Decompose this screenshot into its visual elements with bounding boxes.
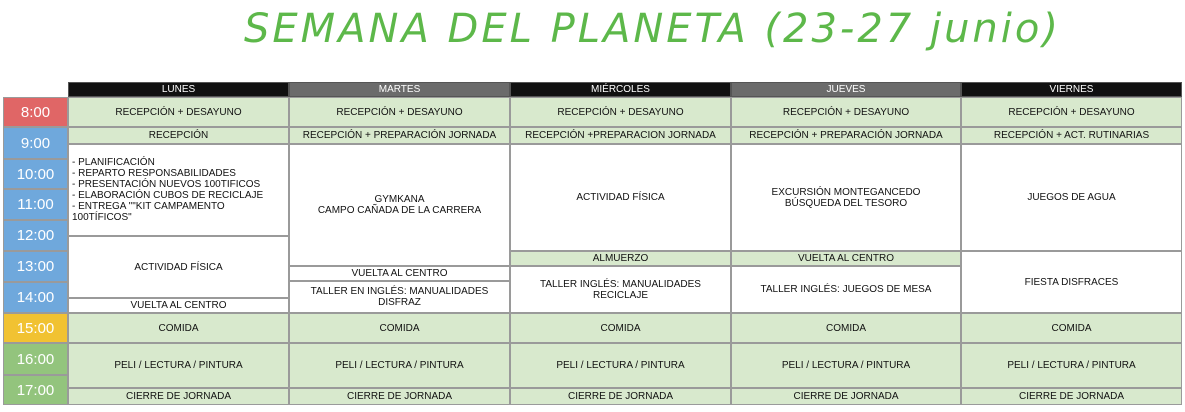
lunes-cierre: CIERRE DE JORNADA xyxy=(68,388,289,405)
viernes-cierre: CIERRE DE JORNADA xyxy=(961,388,1182,405)
page-title xyxy=(0,6,1185,52)
lunes-actividad-fisica: ACTIVIDAD FÍSICA xyxy=(68,236,289,298)
martes-gymkana: GYMKANA CAMPO CAÑADA DE LA CARRERA xyxy=(289,144,510,266)
martes-taller: TALLER EN INGLÉS: MANUALIDADES DISFRAZ xyxy=(289,281,510,313)
viernes-recepcion: RECEPCIÓN + ACT. RUTINARIAS xyxy=(961,127,1182,144)
martes-comida: COMIDA xyxy=(289,313,510,343)
miercoles-recepcion-desayuno: RECEPCIÓN + DESAYUNO xyxy=(510,97,731,127)
miercoles-peli: PELI / LECTURA / PINTURA xyxy=(510,343,731,388)
jueves-recepcion-desayuno: RECEPCIÓN + DESAYUNO xyxy=(731,97,961,127)
time-8: 8:00 xyxy=(3,97,68,127)
time-15: 15:00 xyxy=(3,313,68,343)
header-martes: MARTES xyxy=(289,82,510,97)
viernes-comida: COMIDA xyxy=(961,313,1182,343)
time-13: 13:00 xyxy=(3,251,68,282)
miercoles-taller: TALLER INGLÉS: MANUALIDADES RECICLAJE xyxy=(510,266,731,313)
header-viernes: VIERNES xyxy=(961,82,1182,97)
jueves-vuelta-centro: VUELTA AL CENTRO xyxy=(731,251,961,266)
time-16: 16:00 xyxy=(3,343,68,375)
jueves-cierre: CIERRE DE JORNADA xyxy=(731,388,961,405)
jueves-excursion: EXCURSIÓN MONTEGANCEDO BÚSQUEDA DEL TESORO xyxy=(731,144,961,251)
martes-peli: PELI / LECTURA / PINTURA xyxy=(289,343,510,388)
time-9: 9:00 xyxy=(3,127,68,159)
jueves-taller: TALLER INGLÉS: JUEGOS DE MESA xyxy=(731,266,961,313)
lunes-vuelta-centro: VUELTA AL CENTRO xyxy=(68,298,289,313)
jueves-recepcion: RECEPCIÓN + PREPARACIÓN JORNADA xyxy=(731,127,961,144)
martes-vuelta-centro: VUELTA AL CENTRO xyxy=(289,266,510,281)
time-17: 17:00 xyxy=(3,375,68,405)
martes-recepcion: RECEPCIÓN + PREPARACIÓN JORNADA xyxy=(289,127,510,144)
miercoles-recepcion: RECEPCIÓN +PREPARACION JORNADA xyxy=(510,127,731,144)
lunes-planificacion-block: - PLANIFICACIÓN - REPARTO RESPONSABILIDADES - PRESENTACIÓN NUEVOS 100TIFICOS - ELABORACIÓN CUBOS DE RECICLAJE - ENTREGA ""KIT CAMPAMENTO 100TÍFICOS" xyxy=(68,144,289,236)
viernes-fiesta-disfraces: FIESTA DISFRACES xyxy=(961,251,1182,313)
viernes-peli: PELI / LECTURA / PINTURA xyxy=(961,343,1182,388)
martes-cierre: CIERRE DE JORNADA xyxy=(289,388,510,405)
viernes-recepcion-desayuno: RECEPCIÓN + DESAYUNO xyxy=(961,97,1182,127)
time-12: 12:00 xyxy=(3,220,68,251)
lunes-recepcion: RECEPCIÓN xyxy=(68,127,289,144)
miercoles-cierre: CIERRE DE JORNADA xyxy=(510,388,731,405)
time-14: 14:00 xyxy=(3,282,68,313)
viernes-juegos-agua: JUEGOS DE AGUA xyxy=(961,144,1182,251)
lunes-peli: PELI / LECTURA / PINTURA xyxy=(68,343,289,388)
martes-recepcion-desayuno: RECEPCIÓN + DESAYUNO xyxy=(289,97,510,127)
miercoles-actividad-fisica: ACTIVIDAD FÍSICA xyxy=(510,144,731,251)
header-miercoles: MIÉRCOLES xyxy=(510,82,731,97)
jueves-peli: PELI / LECTURA / PINTURA xyxy=(731,343,961,388)
miercoles-almuerzo: ALMUERZO xyxy=(510,251,731,266)
miercoles-comida: COMIDA xyxy=(510,313,731,343)
title-text: SEMANA DEL PLANETA (23-27 junio) xyxy=(244,6,1061,52)
header-lunes: LUNES xyxy=(68,82,289,97)
header-jueves: JUEVES xyxy=(731,82,961,97)
jueves-comida: COMIDA xyxy=(731,313,961,343)
time-10: 10:00 xyxy=(3,159,68,189)
time-11: 11:00 xyxy=(3,189,68,220)
lunes-comida: COMIDA xyxy=(68,313,289,343)
lunes-recepcion-desayuno: RECEPCIÓN + DESAYUNO xyxy=(68,97,289,127)
